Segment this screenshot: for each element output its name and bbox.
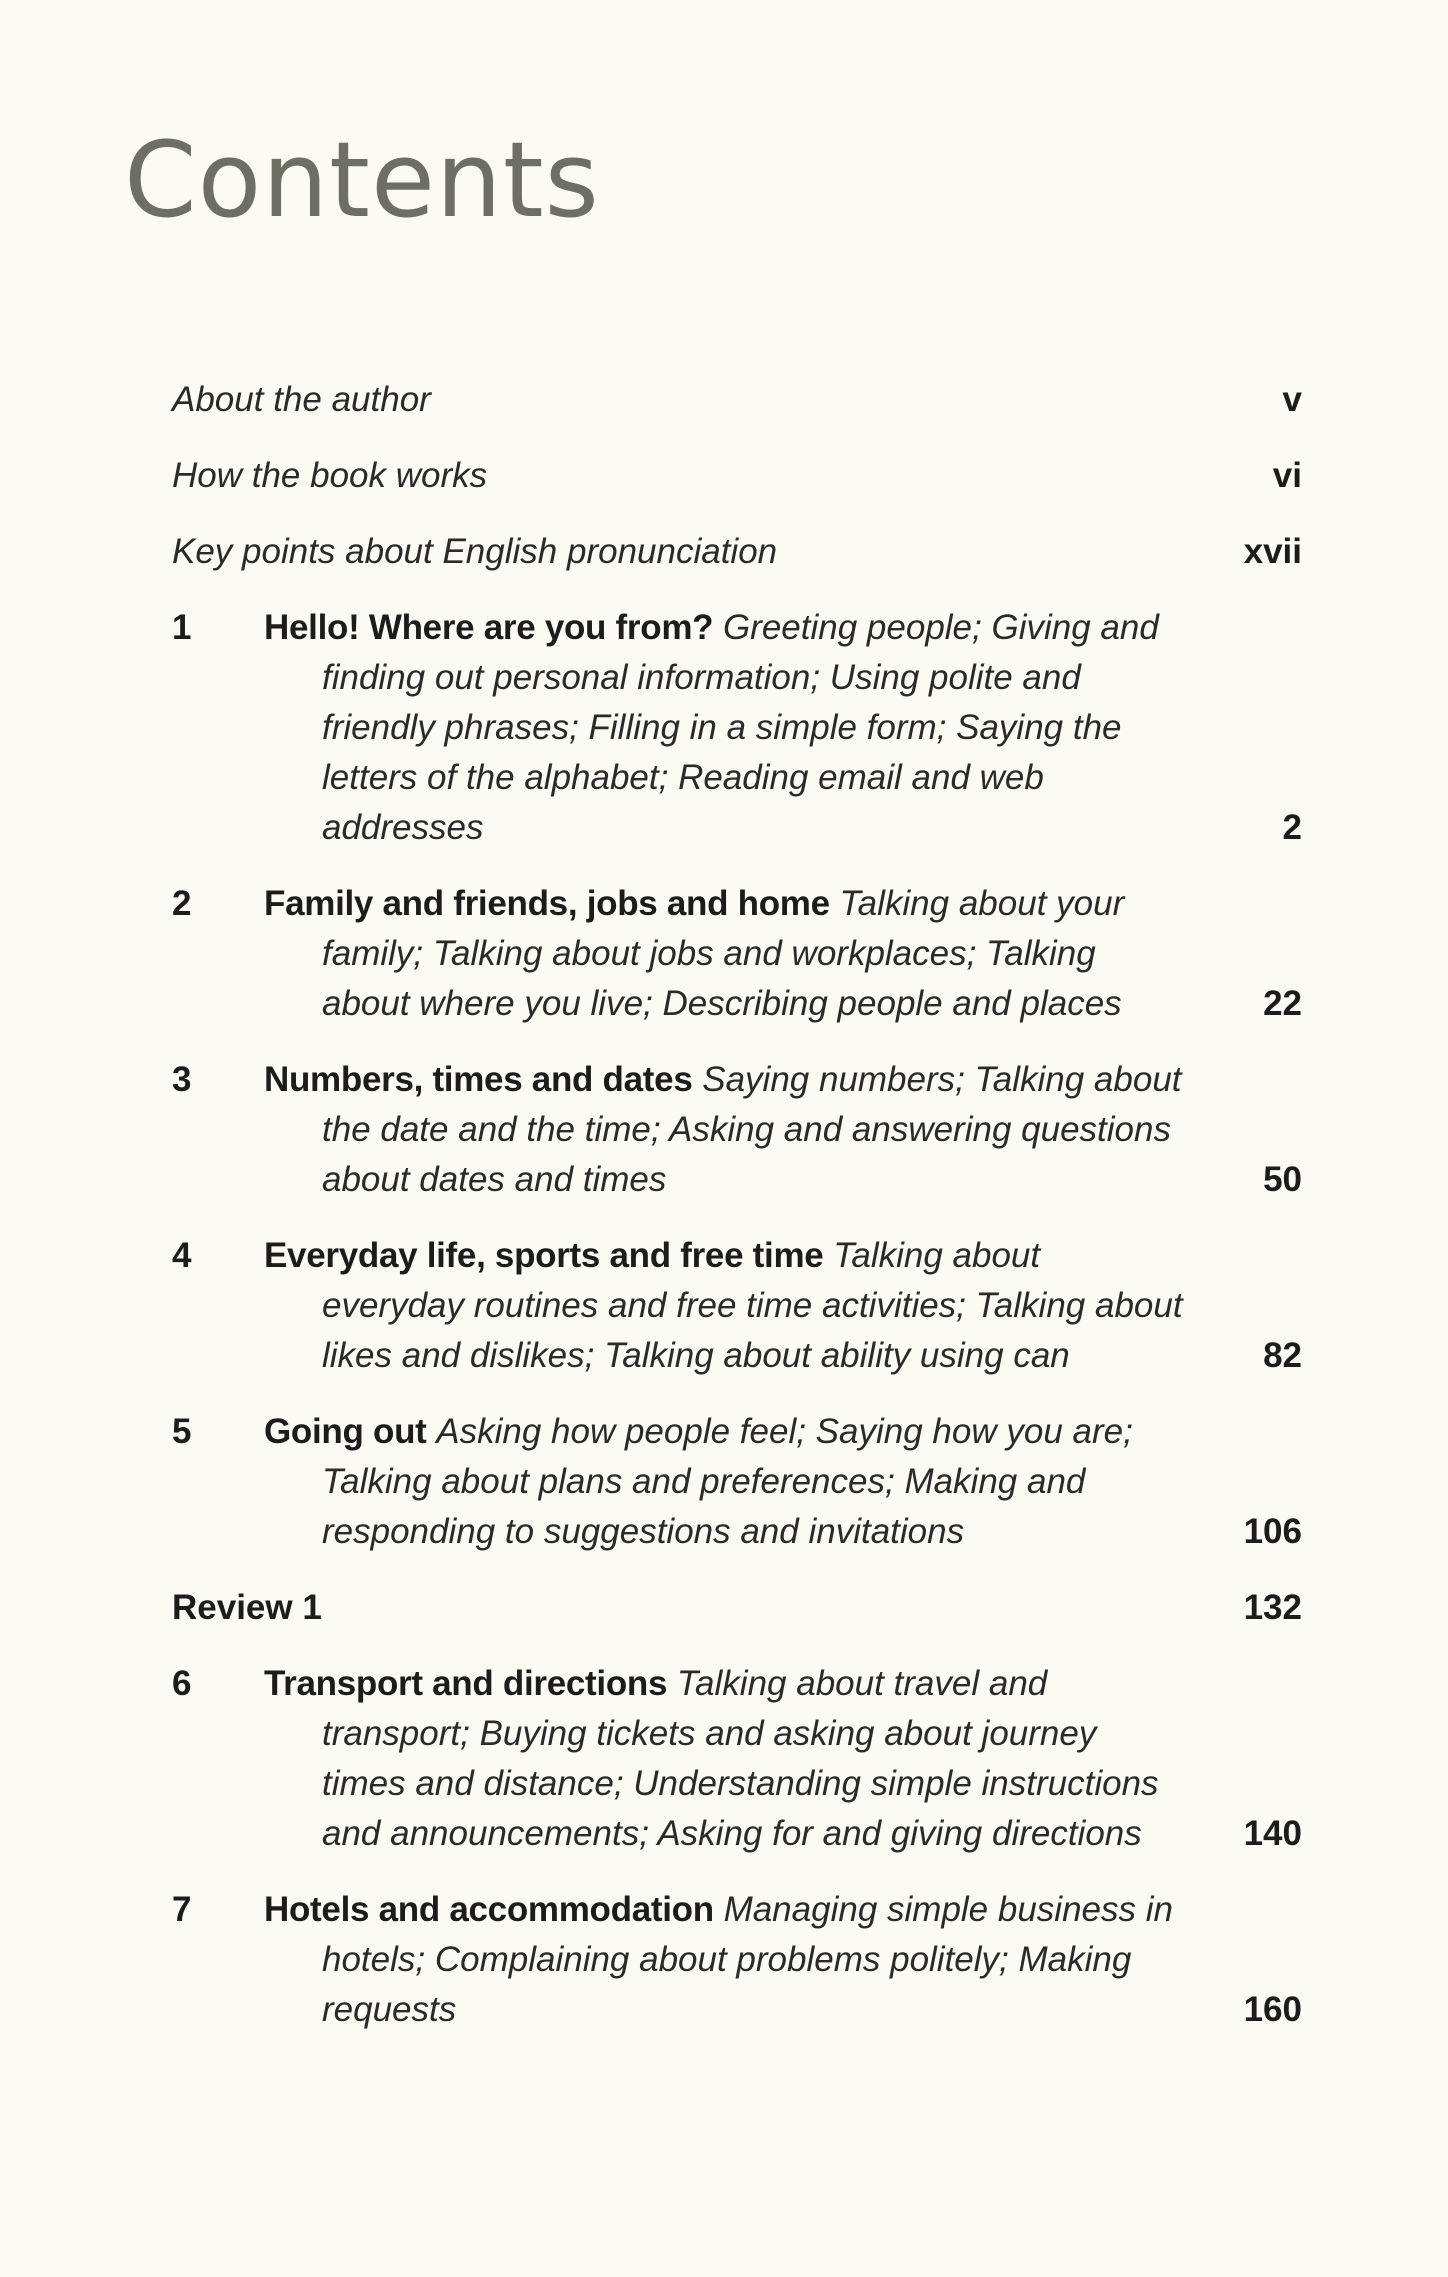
chapter-description: Saying numbers; Talking about the date and the time; Asking and answering questions about dates and times (322, 1060, 1182, 1199)
chapter-page: 50 (1263, 1160, 1302, 1199)
toc-entry-title: About the author (172, 380, 431, 419)
chapter-number: 2 (172, 884, 192, 923)
chapter-text (264, 879, 1302, 1029)
chapter-page: 2 (1282, 808, 1302, 847)
chapter-number: 6 (172, 1664, 192, 1703)
toc-entry-how-book-works (172, 451, 1302, 527)
chapter-title: Hello! Where are you from? (264, 608, 714, 647)
toc-chapter-7 (172, 1885, 1302, 2035)
chapter-title: Hotels and accommodation (264, 1890, 714, 1929)
toc-chapter-6 (172, 1659, 1302, 1859)
chapter-text (264, 1659, 1302, 1859)
chapter-title: Everyday life, sports and free time (264, 1236, 824, 1275)
chapter-description: Asking how people feel; Saying how you are; Talking about plans and preferences; Making and responding to suggestions and invitations (322, 1412, 1133, 1551)
chapter-text (264, 1055, 1302, 1205)
chapter-description: Talking about everyday routines and free time activities; Talking about likes and dislikes; Talking about ability using can (322, 1236, 1183, 1375)
chapter-number: 4 (172, 1236, 192, 1275)
chapter-description: Talking about travel and transport; Buying tickets and asking about journey times and distance; Understanding simple instructions and announcements; Asking for and giving directions (322, 1664, 1159, 1853)
toc-entry-about-author (172, 375, 1302, 451)
chapter-title: Transport and directions (264, 1664, 668, 1703)
toc-entry-title: How the book works (172, 456, 488, 495)
page-title: Contents (124, 119, 600, 241)
toc-entry-page: vi (1272, 456, 1302, 495)
chapter-page: 140 (1243, 1814, 1302, 1853)
chapter-number: 3 (172, 1060, 192, 1099)
review-page: 132 (1243, 1588, 1302, 1627)
chapter-number: 1 (172, 608, 192, 647)
toc-entry-pronunciation (172, 527, 1302, 603)
chapter-title: Family and friends, jobs and home (264, 884, 830, 923)
chapter-page: 106 (1243, 1512, 1302, 1551)
toc-entry-title: Key points about English pronunciation (172, 532, 778, 571)
chapter-page: 22 (1263, 984, 1302, 1023)
toc-chapter-5 (172, 1407, 1302, 1557)
chapter-text (264, 1407, 1302, 1557)
review-title: Review 1 (172, 1588, 322, 1627)
toc-chapter-1 (172, 603, 1302, 853)
toc-chapter-2 (172, 879, 1302, 1029)
chapter-text (264, 1885, 1302, 2035)
chapter-title: Numbers, times and dates (264, 1060, 693, 1099)
chapter-description: Greeting people; Giving and finding out personal information; Using polite and friendly phrases; Filling in a simple form; Saying the letters of the alphabet; Reading email and web addresses (322, 608, 1159, 847)
chapter-page: 82 (1263, 1336, 1302, 1375)
chapter-text (264, 603, 1302, 853)
chapter-description: Managing simple business in hotels; Complaining about problems politely; Making requests (322, 1890, 1173, 2029)
chapter-description: Talking about your family; Talking about jobs and workplaces; Talking about where you live; Describing people and places (322, 884, 1125, 1023)
toc-chapter-4 (172, 1231, 1302, 1381)
chapter-number: 5 (172, 1412, 192, 1451)
toc-chapter-3 (172, 1055, 1302, 1205)
chapter-number: 7 (172, 1890, 192, 1929)
toc-entry-page: v (1282, 380, 1302, 419)
toc-review-1 (172, 1583, 1302, 1659)
chapter-title: Going out (264, 1412, 427, 1451)
toc-entry-page: xvii (1243, 532, 1302, 571)
chapter-page: 160 (1243, 1990, 1302, 2029)
chapter-text (264, 1231, 1302, 1381)
table-of-contents (172, 375, 1302, 2035)
